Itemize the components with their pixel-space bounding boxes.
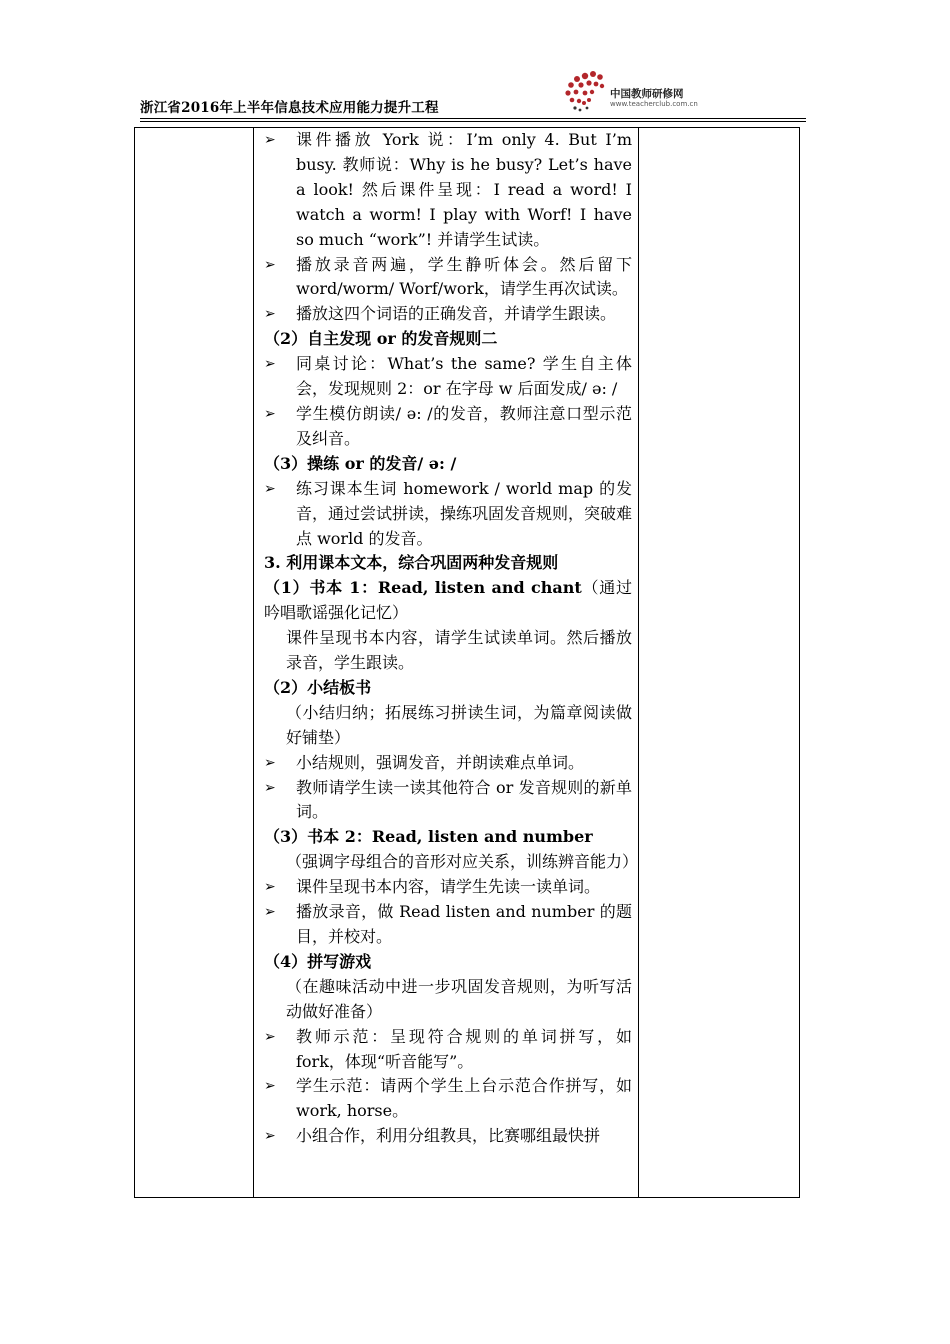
- teacherclub-logo: [560, 68, 710, 116]
- list-item: ➢ 教师请学生读一读其他符合 or 发音规则的新单词。: [264, 776, 632, 826]
- arrow-bullet-icon: ➢: [264, 904, 276, 921]
- arrow-bullet-icon: ➢: [264, 480, 276, 497]
- arrow-bullet-icon: ➢: [264, 754, 276, 771]
- arrow-bullet-icon: ➢: [264, 1128, 276, 1145]
- section-heading: 3. 利用课本文本，综合巩固两种发音规则: [264, 553, 559, 573]
- logo-text: 中国教师研修网: [610, 88, 684, 100]
- arrow-bullet-icon: ➢: [264, 1078, 276, 1095]
- list-item: ➢ 播放这四个词语的正确发音，并请学生跟读。: [264, 302, 632, 327]
- arrow-bullet-icon: ➢: [264, 132, 276, 148]
- arrow-bullet-icon: ➢: [264, 356, 276, 373]
- page-header: [140, 68, 806, 122]
- right-column-cell: [639, 128, 800, 1198]
- list-item: ➢ 播放录音两遍，学生静听体会。然后留下 word/worm/ Worf/work，请学生再次试读。: [264, 253, 632, 303]
- section-heading: （2）小结板书: [264, 677, 372, 697]
- list-item: ➢ 学生模仿朗读/ ə: /的发音，教师注意口型示范及纠音。: [264, 402, 632, 452]
- list-item: ➢ 教师示范：呈现符合规则的单词拼写，如 fork，体现“听音能写”。: [264, 1025, 632, 1075]
- header-title: 浙江省2016年上半年信息技术应用能力提升工程: [140, 100, 439, 116]
- section-heading-with-note: （1）书本 1：Read, listen and chant（通过吟唱歌谣强化记忆）: [264, 578, 632, 623]
- paragraph: （在趣味活动中进一步巩固发音规则，为听写活动做好准备）: [286, 976, 632, 1021]
- list-item: ➢ 练习课本生词 homework / world map 的发音，通过尝试拼读，操练巩固发音规则，突破难点 world 的发音。: [264, 477, 632, 552]
- left-column-cell: [135, 128, 254, 1198]
- list-item: ➢ 学生示范：请两个学生上台示范合作拼写，如 work, horse。: [264, 1074, 632, 1124]
- arrow-bullet-icon: ➢: [264, 879, 276, 896]
- section-heading: （3）书本 2：Read, listen and number: [264, 827, 593, 847]
- section-heading: （2）自主发现 or 的发音规则二: [264, 329, 498, 349]
- lesson-table: [134, 127, 800, 1198]
- list-item: ➢ 课件呈现书本内容，请学生先读一读单词。: [264, 875, 632, 900]
- arrow-bullet-icon: ➢: [264, 405, 276, 422]
- list-item: ➢ 小结规则，强调发音，并朗读难点单词。: [264, 751, 632, 776]
- header-divider-thin: [140, 121, 806, 122]
- list-item: ➢ 课件播放 York 说：I’m only 4. But I’m busy. 教师说：Why is he busy? Let’s have a look! 然后课件呈现：I read a word! I watch a worm! I play with Worf! I have so much “work”! 并请学生试读。: [264, 128, 632, 253]
- arrow-bullet-icon: ➢: [264, 256, 276, 273]
- logo-url: www.teacherclub.com.cn: [610, 100, 698, 108]
- paragraph: （小结归纳；拓展练习拼读生词，为篇章阅读做好铺垫）: [286, 702, 632, 747]
- section-heading: （4）拼写游戏: [264, 951, 372, 971]
- list-item: ➢ 同桌讨论：What’s the same? 学生自主体会，发现规则 2：or 在字母 w 后面发成/ ə: /: [264, 352, 632, 402]
- section-heading: （3）操练 or 的发音/ ə: /: [264, 453, 457, 473]
- arrow-bullet-icon: ➢: [264, 306, 276, 323]
- list-item: ➢ 小组合作，利用分组教具，比赛哪组最快拼: [264, 1124, 632, 1149]
- paragraph: （强调字母组合的音形对应关系，训练辨音能力）: [286, 852, 639, 872]
- list-item: ➢ 播放录音，做 Read listen and number 的题目，并校对。: [264, 900, 632, 950]
- paragraph: 课件呈现书本内容，请学生试读单词。然后播放录音，学生跟读。: [286, 628, 632, 673]
- header-divider: [140, 118, 806, 119]
- arrow-bullet-icon: ➢: [264, 779, 276, 796]
- arrow-bullet-icon: ➢: [264, 1028, 276, 1045]
- procedure-cell: [254, 128, 639, 1198]
- logo-flower-icon: [560, 68, 610, 116]
